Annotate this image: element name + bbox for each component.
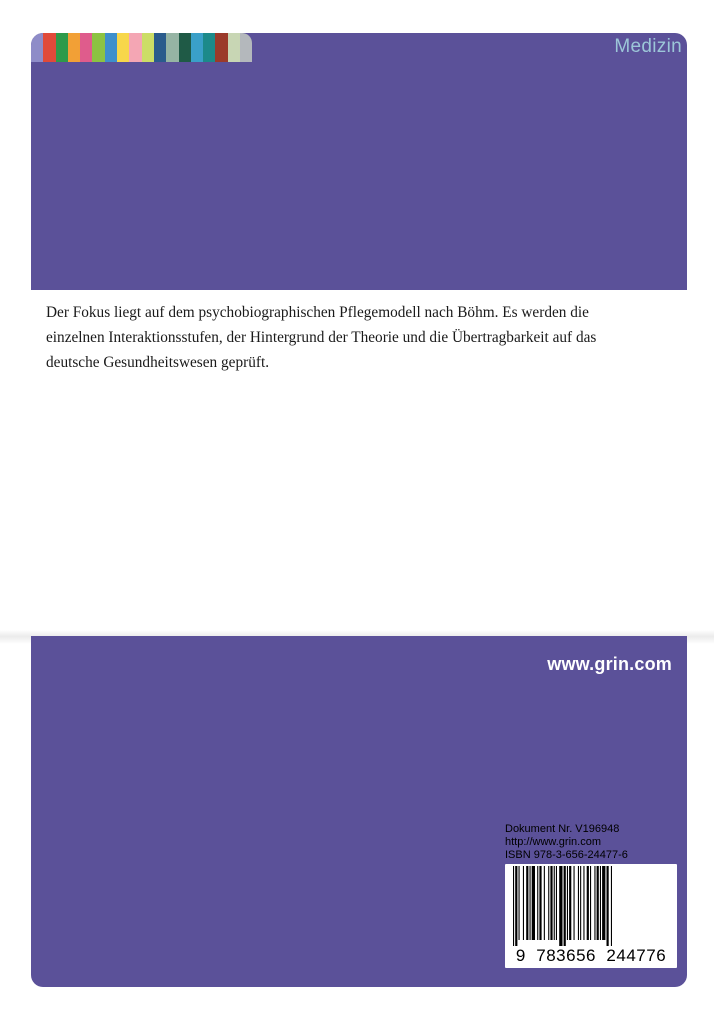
barcode-bar [544,866,545,940]
barcode-bar [569,866,571,940]
barcode-bar [519,866,520,940]
barcode-bar [532,866,535,940]
category-label: Medizin [614,36,682,57]
color-stripe [203,33,215,62]
color-stripe [68,33,80,62]
barcode-bar [515,866,517,946]
barcode [505,864,677,968]
barcode-bar [574,866,575,940]
color-stripe [117,33,129,62]
isbn: ISBN 978-3-656-24477-6 [505,849,628,861]
barcode-bar [600,866,601,940]
color-stripe [166,33,178,62]
barcode-bar [513,866,514,946]
barcode-bars [511,866,671,948]
color-stripe [56,33,68,62]
color-stripe [191,33,203,62]
color-stripe [92,33,104,62]
cover-bottom-panel [31,636,687,987]
document-number: Dokument Nr. V196948 [505,823,620,835]
barcode-bar [559,866,562,946]
color-stripe [215,33,227,62]
barcode-bar [523,866,524,940]
barcode-bar [590,866,591,940]
barcode-bar [550,866,552,940]
color-stripe [129,33,141,62]
cover-top-panel [31,33,687,290]
barcode-bar [556,866,557,940]
color-stripe [154,33,166,62]
color-stripes [31,33,252,62]
barcode-bar [567,866,568,940]
document-url: http://www.grin.com [505,836,601,848]
barcode-bar [597,866,599,940]
barcode-bar [554,866,555,940]
color-stripe [228,33,240,62]
barcode-bar [602,866,605,940]
color-stripe [31,33,43,62]
barcode-bar [611,866,612,946]
barcode-bar [578,866,579,940]
barcode-bar [548,866,549,940]
barcode-bar [583,866,584,940]
back-cover-blurb: Der Fokus liegt auf dem psychobiographischen Pflegemodell nach Böhm. Es werden die einzelnen Interaktionsstufen, der Hintergrund der Theorie und die Übertragbarkeit auf das deutsche Gesundheitswesen geprüft. [46,304,597,371]
color-stripe [142,33,154,62]
barcode-bar [594,866,595,940]
publisher-website[interactable]: www.grin.com [547,654,672,674]
color-stripe [80,33,92,62]
barcode-bar [607,866,609,946]
color-stripe [105,33,117,62]
color-stripe [240,33,252,62]
barcode-bar [526,866,528,940]
barcode-bar [539,866,541,940]
barcode-bar [530,866,531,940]
barcode-bar [580,866,581,940]
document-info [505,823,673,862]
color-stripe [43,33,55,62]
barcode-bar [587,866,589,940]
barcode-bar [564,866,566,946]
color-stripe [179,33,191,62]
barcode-digits: 9 783656 244776 [515,946,667,965]
barcode-bar [537,866,538,940]
